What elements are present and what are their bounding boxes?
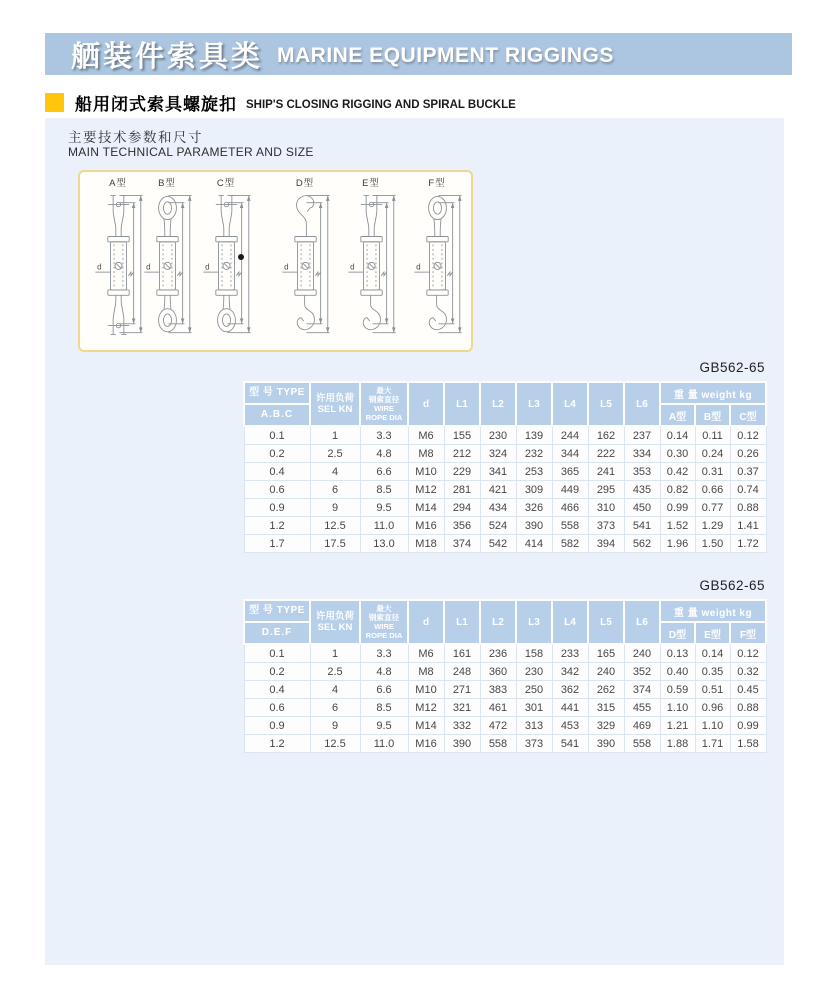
figure-type-d (273, 178, 337, 346)
page-header-band (45, 33, 792, 75)
load-label-en: SEL KN (317, 404, 353, 415)
table-cell: 250 (516, 681, 552, 699)
table-cell: 342 (552, 663, 588, 681)
table-cell: 414 (516, 535, 552, 553)
table-cell: 11.0 (360, 735, 408, 753)
table-cell: 1.58 (730, 735, 766, 753)
table-cell: 466 (552, 499, 588, 517)
table-cell: 344 (552, 445, 588, 463)
figure-label: A型 (109, 178, 127, 189)
table-row (244, 535, 766, 553)
table-cell: 0.6 (244, 481, 310, 499)
col-header-l2: L2 (480, 382, 516, 426)
table-cell: 374 (624, 681, 660, 699)
table-cell: 0.32 (730, 663, 766, 681)
table-cell: 253 (516, 463, 552, 481)
standard-code: GB562-65 (699, 360, 765, 375)
table-cell: 0.40 (660, 663, 695, 681)
table-cell: 352 (624, 663, 660, 681)
table-cell: M10 (408, 463, 444, 481)
col-header-weight-a: A型 (660, 404, 695, 426)
table-cell: 0.30 (660, 445, 695, 463)
spec-table-def (243, 599, 767, 753)
svg-text:d: d (349, 262, 355, 272)
standard-code: GB562-65 (699, 578, 765, 593)
table-cell: M16 (408, 735, 444, 753)
table-cell: 162 (588, 426, 624, 445)
table-cell: 240 (624, 644, 660, 663)
col-header-l6: L6 (624, 600, 660, 644)
col-header-wire-dia: 最大 钢索直径 WIRE ROPE DIA (360, 600, 408, 644)
table-cell: M10 (408, 681, 444, 699)
col-header-weight: 重 量 weight kg (660, 600, 766, 622)
table-cell: 383 (480, 681, 516, 699)
table-cell: 1.71 (695, 735, 730, 753)
table-cell: 0.59 (660, 681, 695, 699)
table-cell: 3.3 (360, 644, 408, 663)
page-title-en: MARINE EQUIPMENT RIGGINGS (277, 44, 614, 67)
table-cell: 0.35 (695, 663, 730, 681)
table-cell: 0.2 (244, 663, 310, 681)
table-cell: M6 (408, 644, 444, 663)
table-cell: 9 (310, 717, 360, 735)
table-cell: 455 (624, 699, 660, 717)
table-cell: 4 (310, 463, 360, 481)
figure-type-e (339, 178, 403, 346)
table-cell: 0.6 (244, 699, 310, 717)
table-cell: 0.88 (730, 699, 766, 717)
table-cell: 0.82 (660, 481, 695, 499)
table-cell: 0.99 (660, 499, 695, 517)
svg-text:d: d (204, 262, 210, 272)
table-cell: 1.2 (244, 735, 310, 753)
table-cell: 0.11 (695, 426, 730, 445)
col-header-l1: L1 (444, 600, 480, 644)
table-row (244, 735, 766, 753)
spec-table-abc (243, 381, 767, 553)
table-cell: 0.99 (730, 717, 766, 735)
table-cell: 1.96 (660, 535, 695, 553)
table-cell: 434 (480, 499, 516, 517)
col-header-l5: L5 (588, 600, 624, 644)
table-cell: 0.12 (730, 644, 766, 663)
table-cell: 324 (480, 445, 516, 463)
table-cell: 248 (444, 663, 480, 681)
table-cell: 3.3 (360, 426, 408, 445)
table-cell: 4.8 (360, 663, 408, 681)
table-cell: 441 (552, 699, 588, 717)
table-cell: 233 (552, 644, 588, 663)
table-cell: 9.5 (360, 499, 408, 517)
table-cell: 524 (480, 517, 516, 535)
table-cell: 390 (444, 735, 480, 753)
table-row (244, 499, 766, 517)
table-cell: 230 (516, 663, 552, 681)
subtitle-en: MAIN TECHNICAL PARAMETER AND SIZE (68, 145, 314, 159)
table-cell: 0.4 (244, 463, 310, 481)
table-cell: 1.29 (695, 517, 730, 535)
figure-label: C型 (216, 178, 236, 189)
table-cell: 373 (588, 517, 624, 535)
table-cell: 0.42 (660, 463, 695, 481)
table-cell: 165 (588, 644, 624, 663)
table-row (244, 717, 766, 735)
svg-text:d: d (415, 262, 421, 272)
col-header-weight-b: B型 (695, 404, 730, 426)
table-cell: 240 (588, 663, 624, 681)
table-cell: 8.5 (360, 481, 408, 499)
table-cell: 6 (310, 699, 360, 717)
table-cell: 313 (516, 717, 552, 735)
table-cell: M18 (408, 535, 444, 553)
table-cell: M8 (408, 663, 444, 681)
table-cell: 237 (624, 426, 660, 445)
table-cell: 11.0 (360, 517, 408, 535)
table-cell: 373 (516, 735, 552, 753)
table-cell: 2.5 (310, 445, 360, 463)
table-cell: 212 (444, 445, 480, 463)
table-cell: 0.37 (730, 463, 766, 481)
table-cell: 1.41 (730, 517, 766, 535)
figure-label: E型 (362, 178, 380, 189)
table-row (244, 644, 766, 663)
table-cell: 0.77 (695, 499, 730, 517)
table-cell: 582 (552, 535, 588, 553)
table-cell: 4 (310, 681, 360, 699)
table-cell: 453 (552, 717, 588, 735)
table-cell: 0.45 (730, 681, 766, 699)
table-cell: 341 (480, 463, 516, 481)
table-cell: 0.66 (695, 481, 730, 499)
type-header-label: 型 号 TYPE (245, 383, 309, 405)
subtitle-cn: 主要技术参数和尺寸 (68, 130, 203, 145)
col-header-load (310, 600, 360, 644)
table-cell: 421 (480, 481, 516, 499)
table-cell: 161 (444, 644, 480, 663)
table-cell: 155 (444, 426, 480, 445)
table-cell: 390 (588, 735, 624, 753)
table-cell: 1.88 (660, 735, 695, 753)
type-header-label: 型 号 TYPE (245, 601, 309, 623)
col-header-d: d (408, 600, 444, 644)
turnbuckle-drawing (277, 190, 334, 340)
table-cell: 469 (624, 717, 660, 735)
table-row (244, 445, 766, 463)
table-cell: 8.5 (360, 699, 408, 717)
svg-text:d: d (96, 262, 102, 272)
load-label-en: SEL KN (317, 622, 353, 633)
table-cell: 360 (480, 663, 516, 681)
table-cell: 17.5 (310, 535, 360, 553)
table-cell: 1.50 (695, 535, 730, 553)
table-cell: 6.6 (360, 463, 408, 481)
table-cell: 0.31 (695, 463, 730, 481)
table-cell: 230 (480, 426, 516, 445)
table-cell: 229 (444, 463, 480, 481)
table-row (244, 663, 766, 681)
table-cell: 542 (480, 535, 516, 553)
table-cell: 271 (444, 681, 480, 699)
figure-type-c (194, 178, 258, 346)
table-cell: 365 (552, 463, 588, 481)
col-header-weight-f: F型 (730, 622, 766, 644)
table-cell: 450 (624, 499, 660, 517)
table-cell: 1 (310, 644, 360, 663)
table-cell: 0.88 (730, 499, 766, 517)
col-header-weight-d: D型 (660, 622, 695, 644)
svg-text:d: d (145, 262, 151, 272)
table-cell: 6 (310, 481, 360, 499)
table-cell: 394 (588, 535, 624, 553)
table-cell: 2.5 (310, 663, 360, 681)
col-header-l3: L3 (516, 382, 552, 426)
table-cell: 374 (444, 535, 480, 553)
table-cell: M8 (408, 445, 444, 463)
table-cell: 0.9 (244, 717, 310, 735)
table-cell: 241 (588, 463, 624, 481)
section-heading (45, 90, 516, 115)
table-cell: 0.51 (695, 681, 730, 699)
table-cell: 356 (444, 517, 480, 535)
table-cell: 0.13 (660, 644, 695, 663)
col-header-weight-c: C型 (730, 404, 766, 426)
turnbuckle-drawing (139, 190, 196, 340)
col-header-type (244, 382, 310, 426)
table-cell: 262 (588, 681, 624, 699)
table-cell: 353 (624, 463, 660, 481)
figure-type-f (405, 178, 469, 346)
table-cell: 0.74 (730, 481, 766, 499)
section-title-en: SHIP'S CLOSING RIGGING AND SPIRAL BUCKLE (246, 98, 516, 111)
table-cell: 315 (588, 699, 624, 717)
col-header-l4: L4 (552, 382, 588, 426)
table-cell: 1.21 (660, 717, 695, 735)
table-cell: 541 (624, 517, 660, 535)
type-subheader-label: D.E.F (261, 627, 293, 638)
table-row (244, 481, 766, 499)
table-cell: 0.26 (730, 445, 766, 463)
table-cell: 0.1 (244, 426, 310, 445)
table-cell: 4.8 (360, 445, 408, 463)
table-cell: 0.14 (695, 644, 730, 663)
table-cell: 13.0 (360, 535, 408, 553)
table-cell: 236 (480, 644, 516, 663)
col-header-l2: L2 (480, 600, 516, 644)
table-cell: M14 (408, 499, 444, 517)
table-cell: 1.10 (695, 717, 730, 735)
table-cell: 0.2 (244, 445, 310, 463)
table-cell: 334 (624, 445, 660, 463)
table-cell: 1.10 (660, 699, 695, 717)
table-cell: 301 (516, 699, 552, 717)
table-cell: 0.4 (244, 681, 310, 699)
table-cell: 295 (588, 481, 624, 499)
table-cell: 281 (444, 481, 480, 499)
turnbuckle-drawing (409, 190, 466, 340)
table-cell: 0.96 (695, 699, 730, 717)
table-cell: 461 (480, 699, 516, 717)
figure-label: F型 (428, 178, 446, 189)
table-cell: 390 (516, 517, 552, 535)
table-cell: M6 (408, 426, 444, 445)
table-cell: 1.52 (660, 517, 695, 535)
table-cell: 0.14 (660, 426, 695, 445)
table-cell: 558 (624, 735, 660, 753)
turnbuckle-drawing (198, 190, 255, 340)
table-row (244, 426, 766, 445)
page-title-cn: 舾装件索具类 (71, 40, 264, 73)
table-cell: 332 (444, 717, 480, 735)
print-dot-artifact (238, 254, 244, 260)
table-cell: 9 (310, 499, 360, 517)
table-cell: 0.9 (244, 499, 310, 517)
table-cell: 472 (480, 717, 516, 735)
col-header-type (244, 600, 310, 644)
table-cell: 139 (516, 426, 552, 445)
svg-text:d: d (283, 262, 289, 272)
col-header-d: d (408, 382, 444, 426)
table-cell: 0.1 (244, 644, 310, 663)
table-cell: 6.6 (360, 681, 408, 699)
table-cell: 558 (552, 517, 588, 535)
figure-type-b (135, 178, 199, 346)
table-cell: 158 (516, 644, 552, 663)
table-cell: 541 (552, 735, 588, 753)
table-cell: 449 (552, 481, 588, 499)
table-row (244, 699, 766, 717)
table-cell: 310 (588, 499, 624, 517)
table-cell: 329 (588, 717, 624, 735)
table-cell: M14 (408, 717, 444, 735)
table-row (244, 463, 766, 481)
col-header-l1: L1 (444, 382, 480, 426)
table-cell: 1.2 (244, 517, 310, 535)
table-cell: M16 (408, 517, 444, 535)
table-cell: 326 (516, 499, 552, 517)
content-panel (45, 118, 784, 965)
type-subheader-label: A.B.C (260, 409, 294, 420)
table-row (244, 517, 766, 535)
col-header-l5: L5 (588, 382, 624, 426)
yellow-bullet-icon (45, 93, 64, 112)
turnbuckle-drawing (343, 190, 400, 340)
table-cell: 309 (516, 481, 552, 499)
table-cell: 232 (516, 445, 552, 463)
col-header-l4: L4 (552, 600, 588, 644)
table-cell: 562 (624, 535, 660, 553)
table-cell: 558 (480, 735, 516, 753)
table-cell: 0.12 (730, 426, 766, 445)
col-header-weight: 重 量 weight kg (660, 382, 766, 404)
table-cell: 12.5 (310, 735, 360, 753)
section-title-cn: 船用闭式索具螺旋扣 (75, 95, 237, 114)
table-cell: 1.72 (730, 535, 766, 553)
col-header-weight-e: E型 (695, 622, 730, 644)
table-cell: M12 (408, 481, 444, 499)
table-cell: 244 (552, 426, 588, 445)
col-header-load (310, 382, 360, 426)
load-label-cn: 许用负荷 (315, 393, 354, 404)
load-label-cn: 许用负荷 (315, 611, 354, 622)
table-cell: 222 (588, 445, 624, 463)
table-cell: 9.5 (360, 717, 408, 735)
figure-label: D型 (295, 178, 315, 189)
table-row (244, 681, 766, 699)
table-cell: 435 (624, 481, 660, 499)
table-cell: 362 (552, 681, 588, 699)
table-cell: 1 (310, 426, 360, 445)
figure-label: B型 (158, 178, 176, 189)
col-header-l3: L3 (516, 600, 552, 644)
table-cell: 0.24 (695, 445, 730, 463)
col-header-l6: L6 (624, 382, 660, 426)
table-cell: 1.7 (244, 535, 310, 553)
diagram-box (78, 170, 473, 352)
table-cell: 294 (444, 499, 480, 517)
table-cell: M12 (408, 699, 444, 717)
table-cell: 321 (444, 699, 480, 717)
table-cell: 12.5 (310, 517, 360, 535)
col-header-wire-dia: 最大 钢索直径 WIRE ROPE DIA (360, 382, 408, 426)
